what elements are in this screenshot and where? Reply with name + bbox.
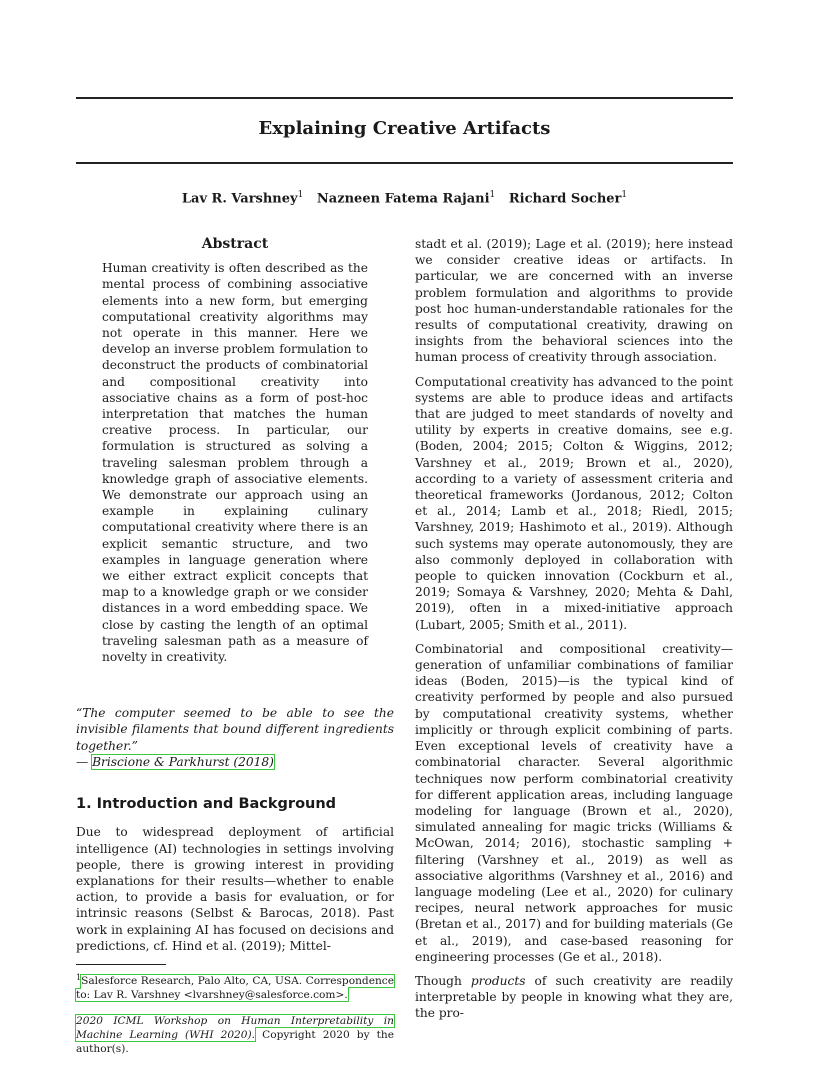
workshop-note	[76, 1014, 394, 1056]
title-rule	[76, 162, 733, 164]
body-text: Though	[415, 973, 471, 988]
author-name: Richard Socher	[508, 191, 622, 207]
affiliation-mark: 1	[621, 190, 628, 200]
epigraph	[76, 705, 394, 770]
footnote-link[interactable]: Salesforce Research, Palo Alto, CA, USA. Correspondence to: Lav R. Varshney <lvarshney@salesforce.com>.	[76, 975, 394, 1002]
workshop-link[interactable]: 2020 ICML Workshop on Human Interpretability in Machine Learning (WHI 2020).	[76, 1015, 394, 1042]
epigraph-dash: —	[76, 754, 93, 769]
body-paragraph: stadt et al. (2019); Lage et al. (2019); here instead we consider creative ideas or artifacts. In particular, we are concerned with an inverse problem formulation and algorithms to provide post hoc human-understandable rationales for the results of computational creativity, drawing on insights from the behavioral sciences into the human process of creativity through association.	[415, 237, 733, 365]
abstract-heading: Abstract	[201, 236, 269, 252]
intro-paragraph: Due to widespread deployment of artificial intelligence (AI) technologies in settings involving people, there is growing interest in providing explanations for their results—whether to enable action, to provide a basis for evaluation, or for intrinsic reasons (Selbst & Barocas, 2018). Past work in explaining AI has focused on decisions and predictions, cf. Hind et al. (2019); Mittel-	[76, 825, 394, 953]
affiliation-mark: 1	[489, 190, 496, 200]
emphasis-text: products	[470, 973, 526, 988]
affiliation-mark: 1	[297, 190, 304, 200]
body-paragraph: Computational creativity has advanced to the point systems are able to produce ideas and artifacts that are judged to meet standards of novelty and utility by experts in creative domains, see e.g. (Boden, 2004; 2015; Colton & Wiggins, 2012; Varshney et al., 2019; Brown et al., 2020), according to a variety of assessment criteria and theoretical frameworks (Jordanous, 2012; Colton et al., 2014; Lamb et al., 2018; Riedl, 2015; Varshney, 2019; Hashimoto et al., 2019). Although such systems may operate autonomously, they are also commonly deployed in collaboration with people to quicken innovation (Cockburn et al., 2019; Somaya & Varshney, 2020; Mehta & Dahl, 2019), often in a mixed-initiative approach (Lubart, 2005; Smith et al., 2011).	[415, 374, 733, 632]
left-column	[76, 236, 394, 1068]
section-heading: 1. Introduction and Background	[76, 796, 337, 813]
abstract-text: Human creativity is often described as the mental process of combining associative elements into a new form, but emerging computational creativity algorithms may not operate in this manner. Here we develop an inverse problem formulation to deconstruct the products of combinatorial and compositional creativity into associative chains as a form of post-hoc interpretation that matches the human creative process. In particular, our formulation is structured as solving a traveling salesman problem through a knowledge graph of associative elements. We demonstrate our approach using an example in explaining culinary computational creativity where there is an explicit semantic structure, and two examples in language generation where we either extract explicit concepts that map to a knowledge graph or we consider distances in a word embedding space. We close by casting the length of an optimal traveling salesman path as a measure of novelty in creativity.	[102, 261, 368, 665]
body-paragraph: Combinatorial and compositional creativity—generation of unfamiliar combinations of familiar ideas (Boden, 2015)—is the typical kind of creativity performed by people and also pursued by computational creativity systems, whether implicitly or through explicit combining of parts. Even exceptional levels of creativity have a combinatorial character. Several algorithmic techniques now perform combinatorial creativity for different application areas, including language modeling for language (Brown et al., 2020), simulated annealing for magic tricks (Williams & McOwan, 2014; 2016), stochastic sampling + filtering (Varshney et al., 2019) as well as associative algorithms (Varshney et al., 2016) and language modeling (Lee et al., 2020) for culinary recipes, neural network approaches for music (Bretan et al., 2017) and for building materials (Ge et al., 2019), and case-based reasoning for engineering processes (Ge et al., 2018).	[415, 641, 733, 964]
footnote-rule	[76, 964, 166, 965]
author-name: Lav R. Varshney	[181, 191, 298, 207]
epigraph-text: “The computer seemed to be able to see the invisible filaments that bound different ingredients together.”	[76, 706, 394, 753]
paper-title: Explaining Creative Artifacts	[258, 118, 551, 139]
top-rule	[76, 97, 733, 99]
copyright-text: Copyright 2020 by the author(s).	[76, 1029, 394, 1056]
epigraph-citation-link[interactable]: Briscione & Parkhurst (2018)	[92, 754, 274, 769]
body-paragraph	[415, 973, 733, 1022]
body-text: of such creativity are readily interpretable by people in knowing what they are, the pro-	[415, 973, 733, 1021]
right-column	[415, 236, 733, 1030]
footnote-mark: 1	[76, 972, 82, 982]
author-name: Nazneen Fatema Rajani	[316, 191, 490, 207]
affiliation-footnote	[76, 971, 394, 1003]
author-list	[76, 190, 733, 206]
